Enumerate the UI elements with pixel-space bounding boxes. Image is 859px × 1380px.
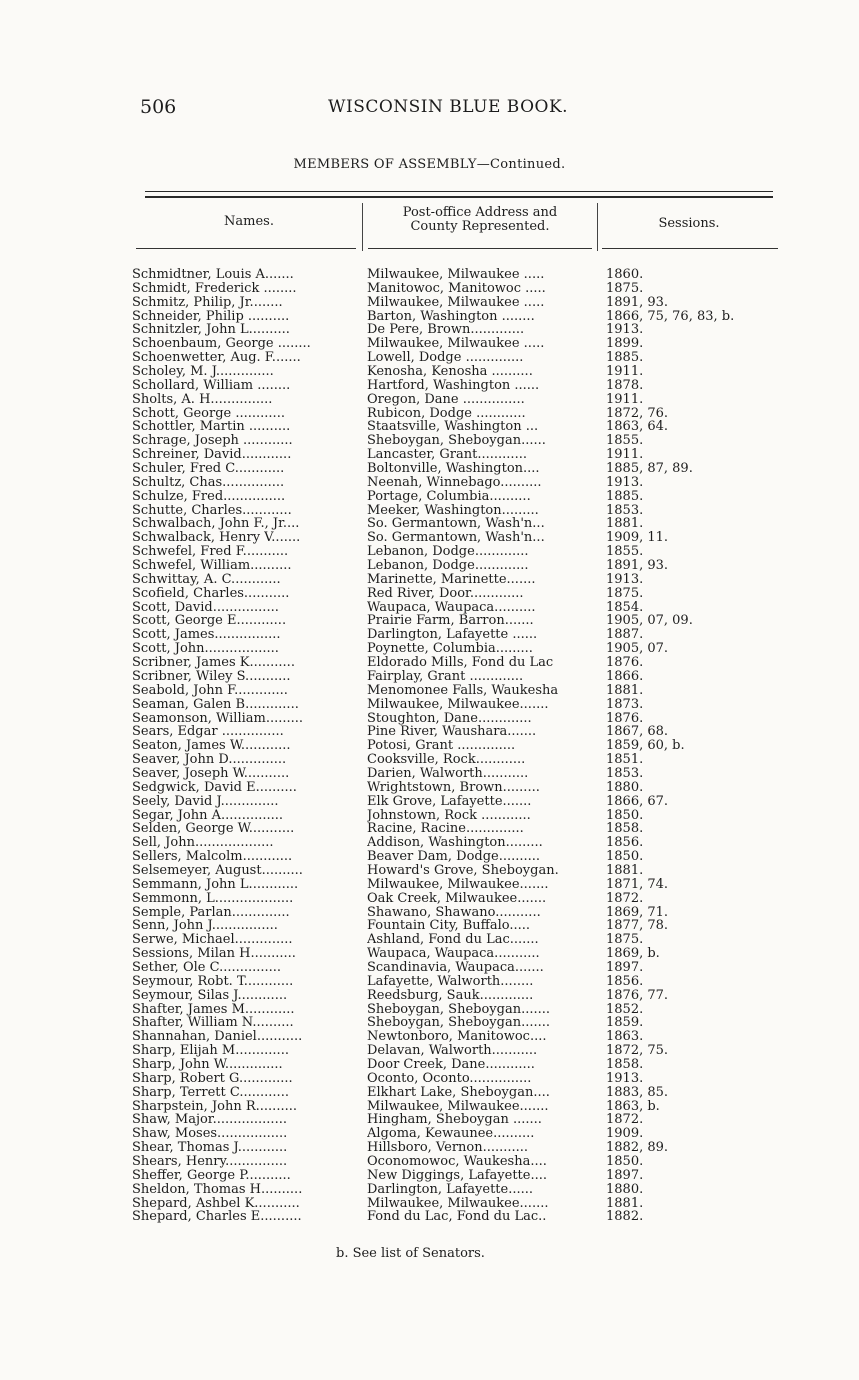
member-name: Schwalback, Henry V.......	[132, 531, 301, 546]
table-row	[0, 767, 859, 781]
member-sessions: 1881.	[606, 683, 644, 698]
table-row	[0, 268, 859, 282]
member-address: Oak Creek, Milwaukee.......	[367, 891, 547, 906]
table-row	[0, 1183, 859, 1197]
member-address: Marinette, Marinette.......	[367, 572, 536, 587]
member-address: Sheboygan, Sheboygan......	[367, 434, 546, 449]
member-name: Schulze, Fred...............	[132, 489, 286, 504]
member-name: Schwittay, A. C............	[132, 572, 281, 587]
member-name: Shepard, Charles E..........	[132, 1210, 302, 1225]
page-number: 506	[140, 96, 177, 118]
member-sessions: 1852.	[606, 1002, 644, 1017]
member-name: Schultz, Chas...............	[132, 475, 285, 490]
member-name: Scott, John..................	[132, 642, 279, 657]
member-name: Sether, Ole C...............	[132, 960, 282, 975]
member-address: Racine, Racine..............	[367, 822, 524, 837]
member-name: Scholey, M. J..............	[132, 365, 274, 379]
member-name: Sellers, Malcolm............	[132, 850, 293, 864]
member-name: Semmonn, L...................	[132, 891, 294, 906]
member-name: Sheldon, Thomas H..........	[132, 1182, 303, 1197]
member-name: Scribner, Wiley S...........	[132, 669, 291, 684]
page-header	[140, 96, 780, 126]
member-sessions: 1851.	[606, 753, 644, 767]
member-name: Shears, Henry...............	[132, 1155, 288, 1169]
member-name: Sharp, Robert G.............	[132, 1071, 293, 1086]
member-address: Hillsboro, Vernon...........	[367, 1141, 529, 1156]
member-address: Fairplay, Grant .............	[367, 669, 524, 684]
member-address: Algoma, Kewaunee..........	[367, 1127, 535, 1142]
table-row	[0, 725, 859, 739]
member-sessions: 1853.	[606, 503, 644, 518]
table-row	[0, 1169, 859, 1183]
column-header-address-line1: Post-office Address and	[402, 205, 558, 220]
member-sessions: 1881.	[606, 863, 644, 878]
member-address: Rubicon, Dodge ............	[367, 406, 526, 421]
member-sessions: 1873.	[606, 697, 644, 712]
footnote: b. See list of Senators.	[336, 1246, 485, 1261]
member-sessions: 1905, 07.	[606, 642, 669, 657]
member-sessions: 1883, 85.	[606, 1085, 669, 1100]
table-row	[0, 337, 859, 351]
column-divider	[597, 203, 598, 251]
table-row	[0, 448, 859, 462]
table-row	[0, 933, 859, 947]
table-row	[0, 407, 859, 421]
member-sessions: 1875.	[606, 933, 644, 948]
member-sessions: 1872.	[606, 1113, 644, 1128]
table-row	[0, 670, 859, 684]
table-row	[0, 517, 859, 531]
member-sessions: 1858.	[606, 1057, 644, 1072]
table-row	[0, 393, 859, 407]
member-address: Darlington, Lafayette......	[367, 1182, 534, 1197]
member-name: Seaman, Galen B.............	[132, 697, 299, 712]
member-name: Schnitzler, John L..........	[132, 323, 290, 338]
member-sessions: 1850.	[606, 1155, 644, 1169]
member-name: Shear, Thomas J............	[132, 1141, 288, 1156]
table-row	[0, 1072, 859, 1086]
member-name: Segar, John A...............	[132, 808, 284, 823]
column-divider	[362, 203, 363, 251]
member-name: Seabold, John F.............	[132, 683, 288, 698]
member-name: Sholts, A. H...............	[132, 392, 273, 407]
member-sessions: 1885.	[606, 351, 644, 366]
member-name: Schwefel, Fred F...........	[132, 545, 289, 560]
member-sessions: 1913.	[606, 475, 644, 490]
member-address: Milwaukee, Milwaukee .....	[367, 337, 545, 352]
member-sessions: 1885, 87, 89.	[606, 462, 693, 476]
member-name: Sharp, Terrett C............	[132, 1085, 289, 1100]
table-row	[0, 282, 859, 296]
member-address: Milwaukee, Milwaukee .....	[367, 268, 545, 282]
table-row	[0, 698, 859, 712]
member-sessions: 1882.	[606, 1210, 644, 1225]
member-name: Sears, Edgar ...............	[132, 725, 284, 740]
member-sessions: 1869, b.	[606, 947, 660, 961]
table-row	[0, 379, 859, 393]
member-name: Seaton, James W............	[132, 739, 291, 754]
member-name: Scribner, James K...........	[132, 656, 295, 670]
column-header-names: Names.	[224, 214, 274, 229]
section-title: MEMBERS OF ASSEMBLY—Continued.	[293, 157, 566, 172]
member-name: Schuler, Fred C............	[132, 462, 285, 476]
member-address: Darlington, Lafayette ......	[367, 628, 538, 643]
member-address: Meeker, Washington.........	[367, 503, 539, 518]
member-sessions: 1866.	[606, 669, 644, 684]
member-address: Darien, Walworth...........	[367, 766, 529, 781]
column-header-address-line2: County Represented.	[410, 219, 550, 234]
table-row	[0, 545, 859, 559]
table-row	[0, 573, 859, 587]
table-row	[0, 1141, 859, 1155]
member-sessions: 1854.	[606, 600, 644, 615]
member-address: Fountain City, Buffalo.....	[367, 919, 531, 934]
member-sessions: 1872, 75.	[606, 1044, 669, 1058]
member-name: Schutte, Charles............	[132, 503, 292, 518]
table-row	[0, 1058, 859, 1072]
member-address: Waupaca, Waupaca...........	[367, 947, 540, 961]
table-row	[0, 961, 859, 975]
member-address: Barton, Washington ........	[367, 309, 535, 324]
member-name: Selden, George W...........	[132, 822, 295, 837]
member-sessions: 1891, 93.	[606, 295, 669, 310]
member-name: Scott, George E............	[132, 614, 287, 629]
member-address: Fond du Lac, Fond du Lac..	[367, 1210, 547, 1225]
table-row	[0, 753, 859, 767]
member-address: Howard's Grove, Sheboygan.	[367, 863, 559, 878]
member-name: Sedgwick, David E..........	[132, 780, 297, 795]
table-row	[0, 1155, 859, 1169]
member-name: Sheffer, George P...........	[132, 1168, 291, 1183]
member-sessions: 1867, 68.	[606, 725, 669, 740]
table-row	[0, 1003, 859, 1017]
member-address: Milwaukee, Milwaukee.......	[367, 877, 549, 892]
book-title: WISCONSIN BLUE BOOK.	[328, 97, 569, 117]
member-address: Oconto, Oconto...............	[367, 1071, 532, 1086]
table-row	[0, 351, 859, 365]
member-sessions: 1897.	[606, 960, 644, 975]
header-underline	[136, 248, 356, 249]
member-name: Shepard, Ashbel K...........	[132, 1196, 300, 1211]
member-sessions: 1911.	[606, 392, 644, 407]
member-name: Seaver, John D..............	[132, 753, 287, 767]
table-row	[0, 310, 859, 324]
member-sessions: 1850.	[606, 850, 644, 864]
member-address: Hingham, Sheboygan .......	[367, 1113, 542, 1128]
table-row	[0, 296, 859, 310]
member-sessions: 1853.	[606, 766, 644, 781]
table-row	[0, 504, 859, 518]
member-sessions: 1860.	[606, 268, 644, 282]
table-row	[0, 822, 859, 836]
top-rule-double	[145, 196, 773, 198]
member-name: Scott, David................	[132, 600, 279, 615]
member-sessions: 1877, 78.	[606, 919, 669, 934]
table-row	[0, 628, 859, 642]
member-sessions: 1891, 93.	[606, 559, 669, 573]
member-name: Schottler, Martin ..........	[132, 420, 291, 435]
member-name: Schreiner, David............	[132, 448, 292, 463]
member-sessions: 1905, 07, 09.	[606, 614, 693, 629]
member-name: Schmidtner, Louis A.......	[132, 268, 294, 282]
member-sessions: 1869, 71.	[606, 905, 669, 920]
member-name: Seymour, Silas J............	[132, 988, 288, 1003]
member-address: Lebanon, Dodge.............	[367, 559, 529, 573]
member-sessions: 1855.	[606, 434, 644, 449]
table-row	[0, 878, 859, 892]
member-name: Sessions, Milan H...........	[132, 947, 296, 961]
member-name: Shafter, James M............	[132, 1002, 295, 1017]
member-address: Prairie Farm, Barron.......	[367, 614, 534, 629]
column-header-sessions: Sessions.	[658, 216, 720, 231]
table-row	[0, 601, 859, 615]
table-row	[0, 850, 859, 864]
member-name: Shaw, Moses.................	[132, 1127, 288, 1142]
member-address: Cooksville, Rock............	[367, 753, 526, 767]
member-sessions: 1887.	[606, 628, 644, 643]
table-row	[0, 587, 859, 601]
member-sessions: 1856.	[606, 974, 644, 989]
member-address: Hartford, Washington ......	[367, 378, 540, 393]
member-sessions: 1875.	[606, 586, 644, 601]
member-address: Johnstown, Rock ............	[367, 808, 531, 823]
table-row	[0, 365, 859, 379]
table-row	[0, 462, 859, 476]
member-sessions: 1850.	[606, 808, 644, 823]
member-name: Scott, James................	[132, 628, 281, 643]
member-address: Ashland, Fond du Lac.......	[367, 933, 539, 948]
member-name: Schoenbaum, George ........	[132, 337, 311, 352]
member-sessions: 1858.	[606, 822, 644, 837]
table-row	[0, 836, 859, 850]
member-address: Lancaster, Grant............	[367, 448, 527, 463]
member-address: Wrightstown, Brown.........	[367, 780, 540, 795]
member-address: Oregon, Dane ...............	[367, 392, 525, 407]
table-row	[0, 531, 859, 545]
member-address: De Pere, Brown.............	[367, 323, 525, 338]
member-address: Elkhart Lake, Sheboygan....	[367, 1085, 550, 1100]
member-name: Schwalbach, John F., Jr....	[132, 517, 300, 532]
member-address: Lafayette, Walworth........	[367, 974, 534, 989]
table-row	[0, 864, 859, 878]
table-row	[0, 975, 859, 989]
column-header-address	[368, 206, 592, 234]
member-sessions: 1881.	[606, 1196, 644, 1211]
member-sessions: 1872, 76.	[606, 406, 669, 421]
member-name: Schoenwetter, Aug. F.......	[132, 351, 301, 366]
member-name: Seamonson, William.........	[132, 711, 304, 726]
member-sessions: 1876, 77.	[606, 988, 669, 1003]
member-name: Sharp, Elijah M.............	[132, 1044, 289, 1058]
member-sessions: 1909, 11.	[606, 531, 669, 546]
member-name: Shafter, William N..........	[132, 1016, 294, 1031]
table-row	[0, 712, 859, 726]
table-row	[0, 1030, 859, 1044]
member-address: Elk Grove, Lafayette.......	[367, 794, 532, 809]
member-name: Schmitz, Philip, Jr........	[132, 295, 283, 310]
table-row	[0, 1100, 859, 1114]
member-name: Sharpstein, John R..........	[132, 1099, 297, 1114]
table-row	[0, 420, 859, 434]
member-address: Oconomowoc, Waukesha....	[367, 1155, 547, 1169]
member-address: Potosi, Grant ..............	[367, 739, 516, 754]
member-sessions: 1856.	[606, 836, 644, 851]
member-address: Milwaukee, Milwaukee .....	[367, 295, 545, 310]
table-row	[0, 614, 859, 628]
member-address: Kenosha, Kenosha ..........	[367, 365, 533, 379]
member-address: Shawano, Shawano...........	[367, 905, 541, 920]
table-row	[0, 642, 859, 656]
member-sessions: 1882, 89.	[606, 1141, 669, 1156]
member-address: Milwaukee, Milwaukee.......	[367, 1196, 549, 1211]
member-sessions: 1859.	[606, 1016, 644, 1031]
member-name: Schott, George ............	[132, 406, 285, 421]
member-sessions: 1876.	[606, 656, 644, 670]
member-address: Sheboygan, Sheboygan.......	[367, 1002, 551, 1017]
table-row	[0, 947, 859, 961]
member-sessions: 1863, 64.	[606, 420, 669, 435]
table-row	[0, 989, 859, 1003]
member-address: Scandinavia, Waupaca.......	[367, 960, 544, 975]
member-address: Portage, Columbia..........	[367, 489, 531, 504]
table-row	[0, 739, 859, 753]
table-row	[0, 1210, 859, 1224]
member-sessions: 1872.	[606, 891, 644, 906]
table-row	[0, 490, 859, 504]
table-row	[0, 892, 859, 906]
member-address: Poynette, Columbia.........	[367, 642, 533, 657]
table-row	[0, 1127, 859, 1141]
table-row	[0, 795, 859, 809]
member-address: Lowell, Dodge ..............	[367, 351, 524, 366]
member-sessions: 1885.	[606, 489, 644, 504]
member-name: Scofield, Charles...........	[132, 586, 290, 601]
member-sessions: 1909.	[606, 1127, 644, 1142]
member-sessions: 1875.	[606, 281, 644, 296]
member-name: Senn, John J................	[132, 919, 278, 934]
member-sessions: 1881.	[606, 517, 644, 532]
member-address: Stoughton, Dane.............	[367, 711, 532, 726]
table-row	[0, 559, 859, 573]
member-address: Waupaca, Waupaca..........	[367, 600, 536, 615]
member-address: Pine River, Waushara.......	[367, 725, 537, 740]
table-row	[0, 434, 859, 448]
member-address: Lebanon, Dodge.............	[367, 545, 529, 560]
member-sessions: 1866, 67.	[606, 794, 669, 809]
member-sessions: 1880.	[606, 1182, 644, 1197]
member-address: Milwaukee, Milwaukee.......	[367, 697, 549, 712]
table-row	[0, 323, 859, 337]
member-address: Milwaukee, Milwaukee.......	[367, 1099, 549, 1114]
member-address: So. Germantown, Wash'n...	[367, 531, 545, 546]
member-name: Semple, Parlan..............	[132, 905, 290, 920]
member-name: Seymour, Robt. T............	[132, 974, 294, 989]
table-row	[0, 919, 859, 933]
member-sessions: 1878.	[606, 378, 644, 393]
table-row	[0, 1086, 859, 1100]
member-address: Sheboygan, Sheboygan.......	[367, 1016, 551, 1031]
member-sessions: 1913.	[606, 323, 644, 338]
member-sessions: 1911.	[606, 448, 644, 463]
member-address: So. Germantown, Wash'n...	[367, 517, 545, 532]
member-sessions: 1880.	[606, 780, 644, 795]
table-row	[0, 684, 859, 698]
member-name: Serwe, Michael..............	[132, 933, 293, 948]
member-sessions: 1871, 74.	[606, 877, 669, 892]
member-name: Seely, David J..............	[132, 794, 279, 809]
top-rule-thick	[145, 191, 773, 192]
member-address: Menomonee Falls, Waukesha	[367, 683, 559, 698]
member-sessions: 1855.	[606, 545, 644, 560]
member-address: Reedsburg, Sauk.............	[367, 988, 534, 1003]
table-row	[0, 1113, 859, 1127]
member-address: Beaver Dam, Dodge..........	[367, 850, 541, 864]
member-sessions: 1913.	[606, 1071, 644, 1086]
member-sessions: 1899.	[606, 337, 644, 352]
member-address: Neenah, Winnebago..........	[367, 475, 542, 490]
table-row	[0, 809, 859, 823]
member-sessions: 1863.	[606, 1030, 644, 1045]
member-name: Selsemeyer, August..........	[132, 863, 303, 878]
member-name: Seaver, Joseph W...........	[132, 766, 290, 781]
table-row	[0, 476, 859, 490]
member-sessions: 1911.	[606, 365, 644, 379]
member-address: Door Creek, Dane............	[367, 1057, 535, 1072]
member-sessions: 1897.	[606, 1168, 644, 1183]
table-row	[0, 781, 859, 795]
table-row	[0, 656, 859, 670]
member-sessions: 1876.	[606, 711, 644, 726]
table-row	[0, 1016, 859, 1030]
member-sessions: 1863, b.	[606, 1099, 660, 1114]
member-sessions: 1859, 60, b.	[606, 739, 685, 754]
member-name: Shaw, Major..................	[132, 1113, 287, 1128]
member-name: Schollard, William ........	[132, 378, 291, 393]
members-table-body	[0, 268, 859, 1224]
member-address: Staatsville, Washington ...	[367, 420, 539, 435]
table-row	[0, 906, 859, 920]
member-name: Schneider, Philip ..........	[132, 309, 290, 324]
member-name: Schwefel, William..........	[132, 559, 292, 573]
member-name: Sell, John...................	[132, 836, 274, 851]
member-name: Semmann, John L............	[132, 877, 299, 892]
member-address: Newtonboro, Manitowoc....	[367, 1030, 547, 1045]
header-underline	[368, 248, 592, 249]
member-sessions: 1913.	[606, 572, 644, 587]
member-address: Delavan, Walworth...........	[367, 1044, 538, 1058]
member-sessions: 1866, 75, 76, 83, b.	[606, 309, 735, 324]
member-name: Schmidt, Frederick ........	[132, 281, 297, 296]
member-name: Schrage, Joseph ............	[132, 434, 293, 449]
table-row	[0, 1197, 859, 1211]
member-address: Boltonville, Washington....	[367, 462, 540, 476]
member-address: Addison, Washington.........	[367, 836, 543, 851]
member-address: Eldorado Mills, Fond du Lac	[367, 656, 554, 670]
table-row	[0, 1044, 859, 1058]
member-name: Shannahan, Daniel...........	[132, 1030, 303, 1045]
member-address: Manitowoc, Manitowoc .....	[367, 281, 546, 296]
header-underline	[602, 248, 778, 249]
member-address: New Diggings, Lafayette....	[367, 1168, 547, 1183]
member-name: Sharp, John W..............	[132, 1057, 283, 1072]
member-address: Red River, Door.............	[367, 586, 524, 601]
